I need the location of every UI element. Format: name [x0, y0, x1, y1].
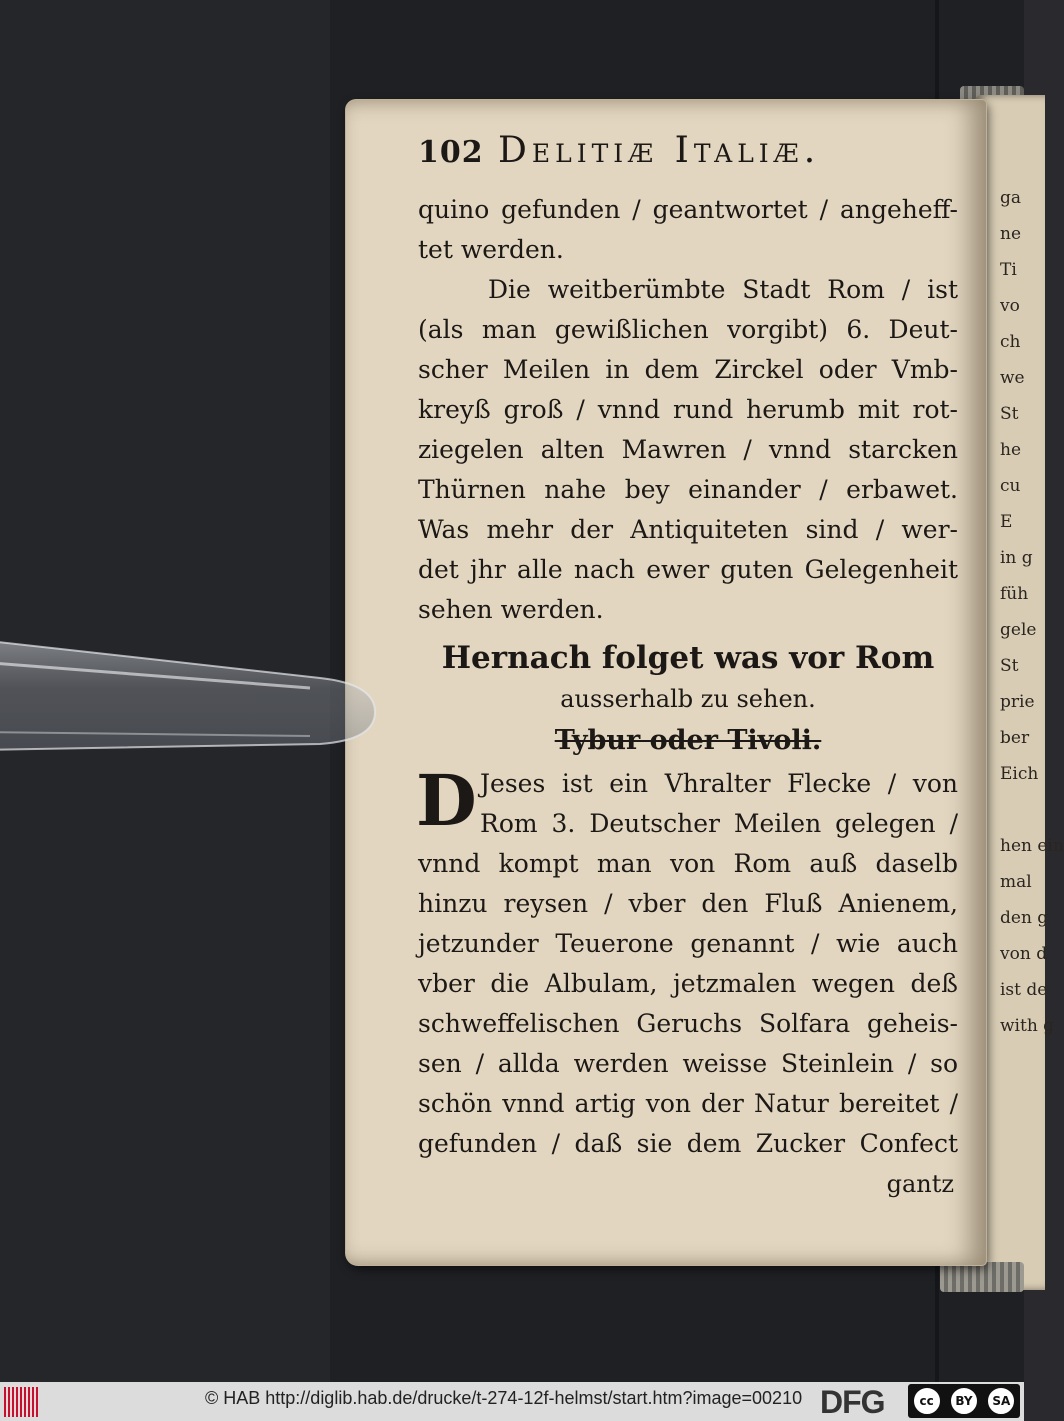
text-line: Was mehr der Antiquiteten sind / wer-: [418, 515, 958, 544]
text-line: sen / allda werden weisse Steinlein / so: [418, 1049, 958, 1078]
sa-icon: SA: [988, 1388, 1014, 1414]
by-icon: BY: [951, 1388, 977, 1414]
text-line: hinzu reysen / vber den Fluß Anienem,: [418, 889, 958, 918]
text-line: sehen werden.: [418, 595, 604, 624]
text-line: gefunden / daß sie dem Zucker Confect: [418, 1129, 958, 1158]
text-line: quino gefunden / geantwortet / angeheff-: [418, 195, 958, 224]
footer-credit-link[interactable]: © HAB http://diglib.hab.de/drucke/t-274-12f-helmst/start.htm?image=00210: [205, 1388, 803, 1408]
page-number: 102: [418, 135, 484, 170]
section-heading: Hernach folget was vor Rom: [441, 640, 935, 676]
section-subheading: ausserhalb zu sehen.: [560, 685, 816, 713]
page-header: [418, 130, 958, 190]
library-logo-icon: [4, 1387, 38, 1417]
text-line: det jhr alle nach ewer guten Gelegenheit: [418, 555, 958, 584]
text-line: vber die Albulam, jetzmalen wegen deß: [418, 969, 958, 998]
text-line: ziegelen alten Mawren / vnnd starcken: [418, 435, 958, 464]
drop-cap: D: [416, 759, 477, 842]
cc-license-badge[interactable]: [908, 1384, 1020, 1418]
spine-binding-bottom: [940, 1262, 1024, 1292]
text-line: tet werden.: [418, 235, 564, 264]
text-line: Die weitberümbte Stadt Rom / ist: [488, 275, 958, 304]
dfg-logo: DFG: [820, 1384, 885, 1420]
text-line: Rom 3. Deutscher Meilen gelegen /: [480, 809, 958, 838]
text-line: (als man gewißlichen vorgibt) 6. Deut-: [418, 315, 958, 344]
text-line: scher Meilen in dem Zirckel oder Vmb-: [418, 355, 958, 384]
cc-icon: cc: [914, 1388, 940, 1414]
text-line: Thürnen nahe bey einander / erbawet.: [418, 475, 958, 504]
running-title: Delitiæ Italiæ.: [498, 130, 821, 171]
text-line: schön vnnd artig von der Natur bereitet /: [418, 1089, 958, 1118]
paragraph-tivoli: [416, 759, 958, 1204]
catchword: gantz: [886, 1170, 954, 1198]
text-line: schweffelischen Geruchs Solfara geheis-: [418, 1009, 958, 1038]
text-line: vnnd kompt man von Rom auß daselb: [418, 849, 958, 878]
text-line: Jeses ist ein Vhralter Flecke / von: [480, 769, 958, 798]
next-page-text-fragments: ga ne Ti vo ch we St he cu E in g füh gele St prie ber Eich hen ein mal den von ist de with g: [1000, 188, 1064, 1036]
page-text: [418, 130, 958, 1204]
place-heading: Tybur oder Tivoli.: [554, 725, 822, 756]
glass-page-weight: [0, 640, 380, 750]
text-line: jetzunder Teuerone genannt / wie auch: [418, 929, 958, 958]
text-line: kreyß groß / vnnd rund herumb mit rot-: [418, 395, 958, 424]
